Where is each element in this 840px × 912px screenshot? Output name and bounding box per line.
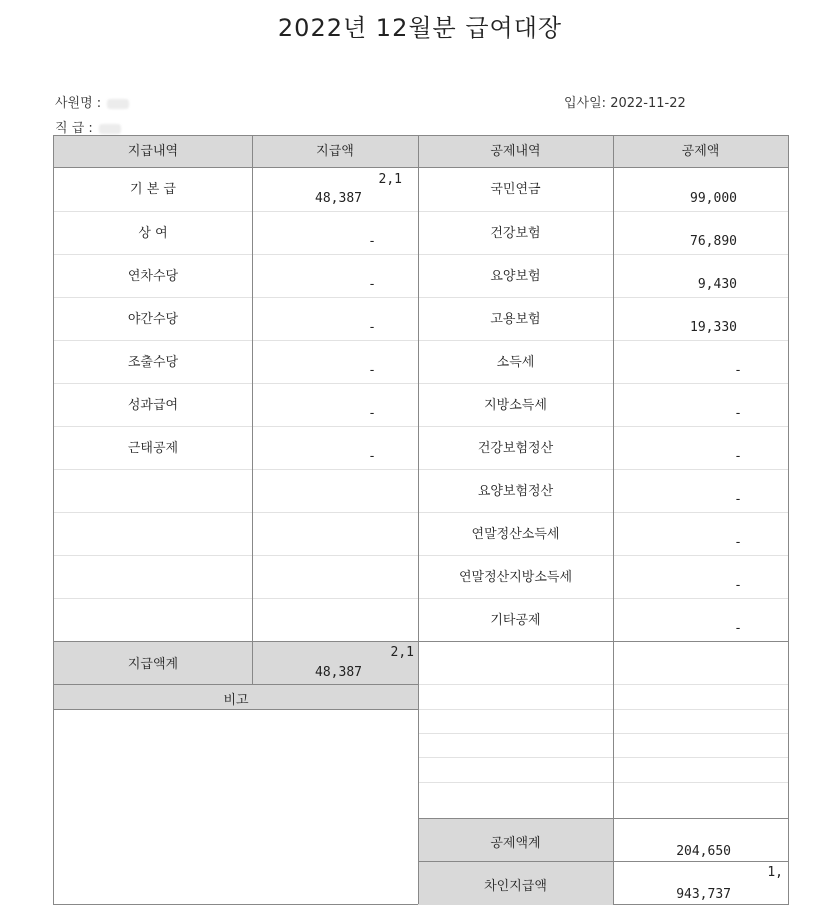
remarks-label: 비고: [223, 693, 249, 708]
header-pay-items: 지급내역: [54, 136, 252, 168]
hire-date-value: 2022-11-22: [610, 96, 686, 111]
employee-name-label: 사원명 :: [55, 96, 102, 111]
pay-item-label: 야간수당: [127, 312, 179, 327]
header-deduction-amount: 공제액: [613, 136, 788, 168]
deduction-item-label: 연말정산지방소득세: [458, 570, 573, 585]
pay-item-label: 연차수당: [127, 269, 179, 284]
deduction-item-label: 소득세: [496, 355, 535, 370]
deduction-item-label: 건강보험: [490, 226, 541, 241]
redacted-position: [99, 124, 121, 134]
net-pay-label: 차인지급액: [484, 879, 547, 894]
pay-item-label: 성과급여: [127, 398, 179, 413]
pay-amount: -: [368, 277, 376, 292]
pay-amount: -: [368, 406, 376, 421]
deduction-amount: -: [734, 492, 742, 507]
redacted-name: [107, 99, 129, 109]
pay-amount: -: [368, 449, 376, 464]
header-pay-amount: 지급액: [252, 136, 418, 168]
deduction-item-label: 지방소득세: [484, 398, 547, 413]
deduction-amount: 9,430: [697, 277, 737, 292]
deduction-total-label: 공제액계: [490, 836, 541, 851]
deduction-item-label: 고용보험: [490, 312, 541, 327]
deduction-total-amount: 204,650: [676, 844, 731, 859]
pay-total-amount-top: 2,1: [390, 645, 414, 660]
employee-name-row: [55, 92, 129, 111]
deduction-amount: -: [734, 578, 742, 593]
position-row: [55, 117, 121, 136]
header-deduction-items: 공제내역: [418, 136, 613, 168]
position-label: 직 급 :: [55, 121, 93, 136]
pay-item-label: 근태공제: [127, 441, 179, 456]
deduction-item-label: 건강보험정산: [477, 441, 554, 456]
deduction-item-label: 요양보험: [490, 269, 541, 284]
payroll-table: [53, 135, 789, 905]
hire-date-label: 입사일:: [564, 96, 607, 111]
page-title: 2022년 12월분 급여대장: [277, 14, 563, 42]
deduction-amount: 99,000: [690, 191, 737, 206]
deduction-amount: -: [734, 363, 742, 378]
deduction-amount: -: [734, 406, 742, 421]
pay-item-label: 상 여: [138, 226, 168, 241]
deduction-item-label: 연말정산소득세: [471, 527, 560, 542]
pay-total-label: 지급액계: [127, 657, 179, 672]
deduction-amount: 19,330: [690, 320, 737, 335]
pay-amount: -: [368, 320, 376, 335]
net-pay-amount-bottom: 943,737: [676, 887, 731, 902]
pay-total-amount-bottom: 48,387: [315, 665, 362, 680]
pay-amount: -: [368, 363, 376, 378]
deduction-item-label: 기타공제: [490, 613, 541, 628]
deduction-amount: -: [734, 621, 742, 636]
pay-amount: -: [368, 234, 376, 249]
pay-amount-top: 2,1: [378, 172, 402, 187]
deduction-item-label: 국민연금: [490, 182, 541, 197]
pay-item-label: 조출수당: [127, 355, 179, 370]
pay-amount-bottom: 48,387: [315, 191, 362, 206]
deduction-item-label: 요양보험정산: [477, 484, 554, 499]
net-pay-amount-top: 1,: [767, 865, 783, 880]
deduction-amount: 76,890: [690, 234, 737, 249]
deduction-amount: -: [734, 535, 742, 550]
pay-item-label: 기 본 급: [130, 182, 176, 197]
hire-date-row: [564, 92, 686, 111]
deduction-amount: -: [734, 449, 742, 464]
